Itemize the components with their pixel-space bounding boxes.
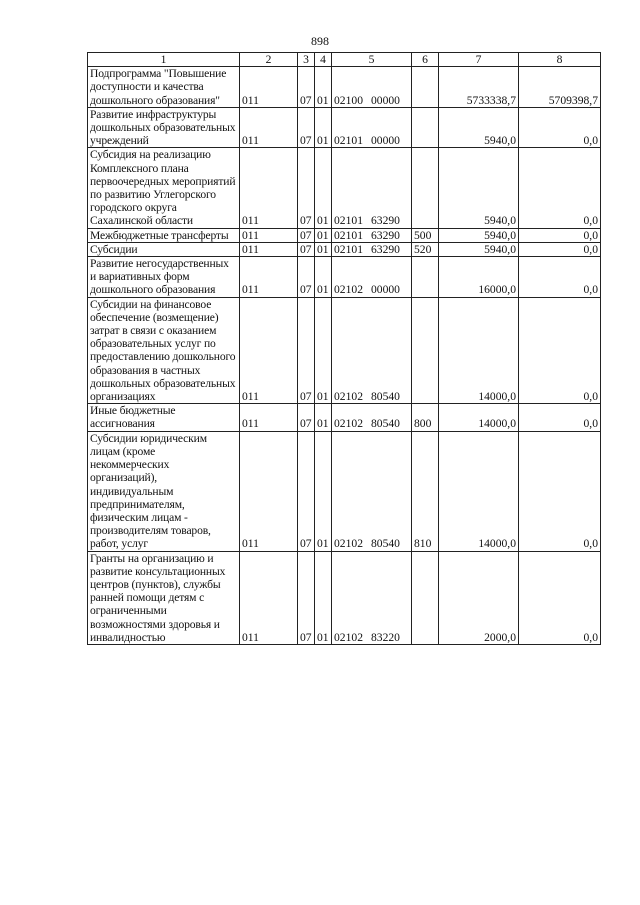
row-name: Субсидии юридическим лицам (кроме некоммерческих организаций), индивидуальным предпринимателям, физическим лицам - производителям товаров, работ, услуг: [88, 431, 240, 551]
col-7-amount: 5940,0: [439, 107, 519, 148]
col-4-code: 01: [315, 257, 332, 298]
col-3-code: 07: [298, 297, 315, 404]
col-2-code: 011: [240, 551, 298, 644]
col-3-code: 07: [298, 67, 315, 108]
row-name: Субсидии на финансовое обеспечение (возмещение) затрат в связи с оказанием образовательных услуг по предоставлению дошкольного образования в частных дошкольных образовательных организациях: [88, 297, 240, 404]
col-7-amount: 5940,0: [439, 242, 519, 256]
col-4-code: 01: [315, 228, 332, 242]
table-row: [88, 242, 601, 256]
program-code: 02102: [334, 630, 363, 644]
table-row: [88, 404, 601, 431]
row-name: Иные бюджетные ассигнования: [88, 404, 240, 431]
row-name: Субсидия на реализацию Комплексного плана первоочередных мероприятий по развитию Углегорского городского округа Сахалинской области: [88, 148, 240, 228]
header-row: [88, 53, 601, 67]
col-4-code: 01: [315, 67, 332, 108]
program-code: 02101: [334, 228, 363, 242]
col-7-amount: 5733338,7: [439, 67, 519, 108]
col-6-code: 810: [412, 431, 439, 551]
col-2-code: 011: [240, 148, 298, 228]
direction-code: 00000: [370, 93, 400, 107]
col-4-code: 01: [315, 297, 332, 404]
row-name: Подпрограмма "Повышение доступности и качества дошкольного образования": [88, 67, 240, 108]
col-3-code: 07: [298, 551, 315, 644]
row-name: Развитие негосударственных и вариативных форм дошкольного образования: [88, 257, 240, 298]
direction-code: 80540: [370, 417, 400, 431]
col-5-code: [332, 297, 412, 404]
col-4-code: 01: [315, 404, 332, 431]
col-6-code: [412, 257, 439, 298]
col-3-code: 07: [298, 404, 315, 431]
header-col-6: 6: [412, 53, 439, 67]
direction-code: 83220: [370, 630, 400, 644]
col-6-code: 520: [412, 242, 439, 256]
header-col-3: 3: [298, 53, 315, 67]
budget-table: [87, 52, 601, 645]
col-8-amount: 0,0: [519, 404, 601, 431]
table-row: [88, 67, 601, 108]
col-5-code: [332, 228, 412, 242]
col-6-code: [412, 551, 439, 644]
col-2-code: 011: [240, 107, 298, 148]
col-2-code: 011: [240, 67, 298, 108]
col-3-code: 07: [298, 148, 315, 228]
col-7-amount: 5940,0: [439, 148, 519, 228]
program-code: 02102: [334, 390, 363, 404]
col-4-code: 01: [315, 551, 332, 644]
col-5-code: [332, 67, 412, 108]
col-2-code: 011: [240, 297, 298, 404]
row-name: Межбюджетные трансферты: [88, 228, 240, 242]
row-name: Субсидии: [88, 242, 240, 256]
program-code: 02101: [334, 134, 363, 148]
col-7-amount: 14000,0: [439, 431, 519, 551]
col-8-amount: 5709398,7: [519, 67, 601, 108]
program-code: 02101: [334, 214, 363, 228]
program-code: 02102: [334, 537, 363, 551]
header-col-4: 4: [315, 53, 332, 67]
col-5-code: [332, 242, 412, 256]
col-8-amount: 0,0: [519, 242, 601, 256]
direction-code: 80540: [370, 537, 400, 551]
row-name: Развитие инфраструктуры дошкольных образовательных учреждений: [88, 107, 240, 148]
col-4-code: 01: [315, 107, 332, 148]
col-6-code: 800: [412, 404, 439, 431]
col-4-code: 01: [315, 431, 332, 551]
header-col-1: 1: [88, 53, 240, 67]
col-4-code: 01: [315, 148, 332, 228]
col-5-code: [332, 257, 412, 298]
col-3-code: 07: [298, 107, 315, 148]
col-7-amount: 5940,0: [439, 228, 519, 242]
col-7-amount: 16000,0: [439, 257, 519, 298]
col-5-code: [332, 107, 412, 148]
page-number: 898: [311, 34, 329, 48]
col-6-code: 500: [412, 228, 439, 242]
col-5-code: [332, 431, 412, 551]
col-8-amount: 0,0: [519, 551, 601, 644]
direction-code: 63290: [370, 214, 400, 228]
direction-code: 80540: [370, 390, 400, 404]
header-col-7: 7: [439, 53, 519, 67]
col-2-code: 011: [240, 431, 298, 551]
col-4-code: 01: [315, 242, 332, 256]
col-8-amount: 0,0: [519, 431, 601, 551]
col-8-amount: 0,0: [519, 148, 601, 228]
col-2-code: 011: [240, 228, 298, 242]
col-8-amount: 0,0: [519, 297, 601, 404]
header-col-8: 8: [519, 53, 601, 67]
col-8-amount: 0,0: [519, 257, 601, 298]
col-7-amount: 14000,0: [439, 297, 519, 404]
col-8-amount: 0,0: [519, 228, 601, 242]
row-name: Гранты на организацию и развитие консультационных центров (пунктов), службы ранней помощи детям с ограниченными возможностями здоровья и инвалидностью: [88, 551, 240, 644]
col-2-code: 011: [240, 242, 298, 256]
col-5-code: [332, 551, 412, 644]
table-row: [88, 551, 601, 644]
col-7-amount: 2000,0: [439, 551, 519, 644]
col-6-code: [412, 107, 439, 148]
direction-code: 63290: [370, 228, 400, 242]
direction-code: 00000: [370, 134, 400, 148]
program-code: 02102: [334, 283, 363, 297]
col-6-code: [412, 67, 439, 108]
table-row: [88, 228, 601, 242]
col-3-code: 07: [298, 228, 315, 242]
col-5-code: [332, 148, 412, 228]
header-col-5: 5: [332, 53, 412, 67]
col-3-code: 07: [298, 431, 315, 551]
table-row: [88, 148, 601, 228]
direction-code: 00000: [370, 283, 400, 297]
direction-code: 63290: [370, 242, 400, 256]
col-2-code: 011: [240, 257, 298, 298]
col-2-code: 011: [240, 404, 298, 431]
col-6-code: [412, 297, 439, 404]
col-3-code: 07: [298, 242, 315, 256]
header-col-2: 2: [240, 53, 298, 67]
program-code: 02102: [334, 417, 363, 431]
col-6-code: [412, 148, 439, 228]
col-7-amount: 14000,0: [439, 404, 519, 431]
table-row: [88, 297, 601, 404]
program-code: 02101: [334, 242, 363, 256]
table-row: [88, 107, 601, 148]
col-8-amount: 0,0: [519, 107, 601, 148]
col-3-code: 07: [298, 257, 315, 298]
program-code: 02100: [334, 93, 363, 107]
table-row: [88, 257, 601, 298]
table-row: [88, 431, 601, 551]
col-5-code: [332, 404, 412, 431]
